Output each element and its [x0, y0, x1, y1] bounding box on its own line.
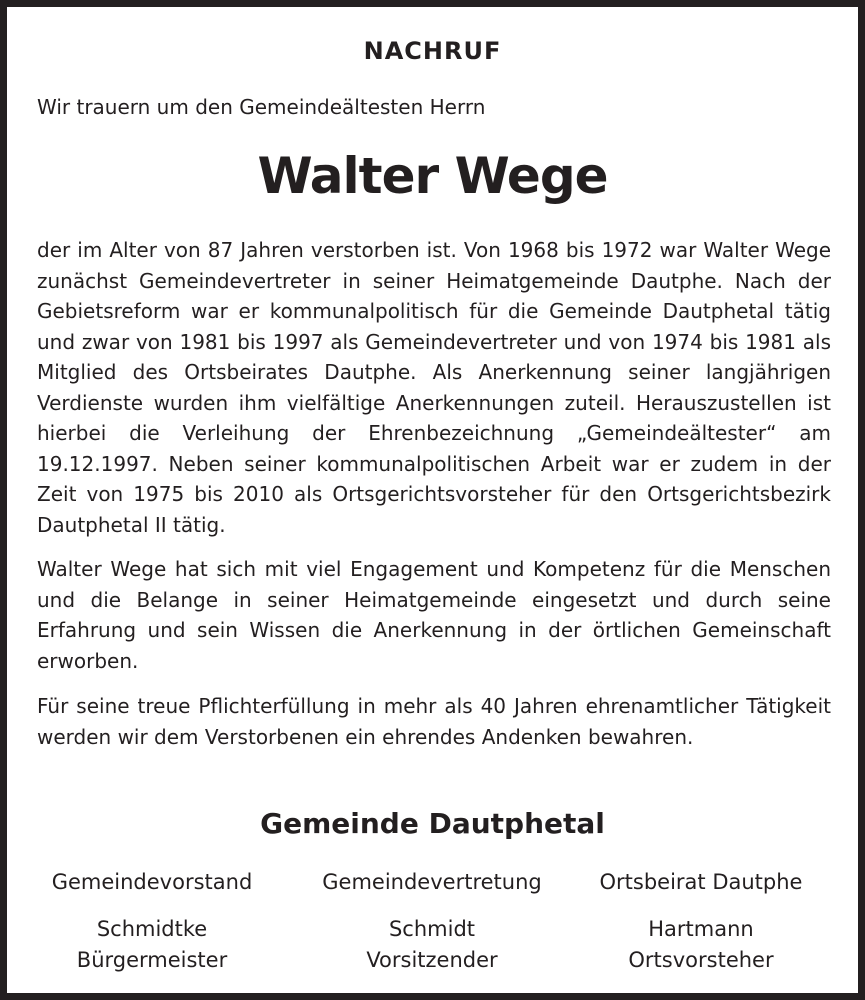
paragraph-biography: der im Alter von 87 Jahren verstorben ist. Von 1968 bis 1972 war Walter Wege zunächst Gemeindevertreter in seiner Heimatgemeinde Dautphe. Nach der Gebietsreform war er kommunalpolitisch für die Gemeinde Dautphetal tätig und zwar von 1981 bis 1997 als Gemeindevertreter und von 1974 bis 1981 als Mitglied des Ortsbeirates Dautphe. Als Anerkennung seiner langjährigen Verdienste wurden ihm vielfältige Anerkennungen zuteil. Herauszustellen ist hierbei die Verleihung der Ehrenbezeichnung „Gemeindeältester“ am 19.12.1997. Neben seiner kommunalpolitischen Arbeit war er zudem in der Zeit von 1975 bis 2010 als Ortsgerichtsvorsteher für den Ortsgerichtsbezirk Dautphetal II tätig. [37, 238, 831, 537]
organization-name: Gemeinde Dautphetal [260, 807, 605, 840]
deceased-name: Walter Wege [257, 147, 608, 205]
signatory [12, 867, 292, 976]
signatory-body: Gemeindevorstand [51, 870, 253, 894]
signatory-role: Vorsitzender [366, 948, 498, 972]
paragraph-remembrance: Für seine treue Pflichterfüllung in mehr als 40 Jahren ehrenamtlicher Tätigkeit werden wir dem Verstorbenen ein ehrendes Andenken bewahren. [37, 694, 831, 749]
signatory-body: Ortsbeirat Dautphe [599, 870, 803, 894]
paragraph-engagement: Walter Wege hat sich mit viel Engagement und Kompetenz für die Menschen und die Belange in seiner Heimatgemeinde eingesetzt und durch seine Erfahrung und sein Wissen die Anerkennung in der örtlichen Gemeinschaft erworben. [37, 557, 831, 673]
signatory-role: Bürgermeister [76, 948, 228, 972]
signatory-name: Schmidtke [96, 917, 208, 941]
signatory-name: Schmidt [388, 917, 476, 941]
signatory [561, 867, 841, 976]
signatory-name: Hartmann [648, 917, 754, 941]
signatory [292, 867, 572, 976]
signatory-role: Ortsvorsteher [628, 948, 774, 972]
signatory-body: Gemeindevertretung [322, 870, 542, 894]
intro-text: Wir trauern um den Gemeindeältesten Herrn [37, 95, 486, 119]
heading: NACHRUF [363, 37, 502, 65]
